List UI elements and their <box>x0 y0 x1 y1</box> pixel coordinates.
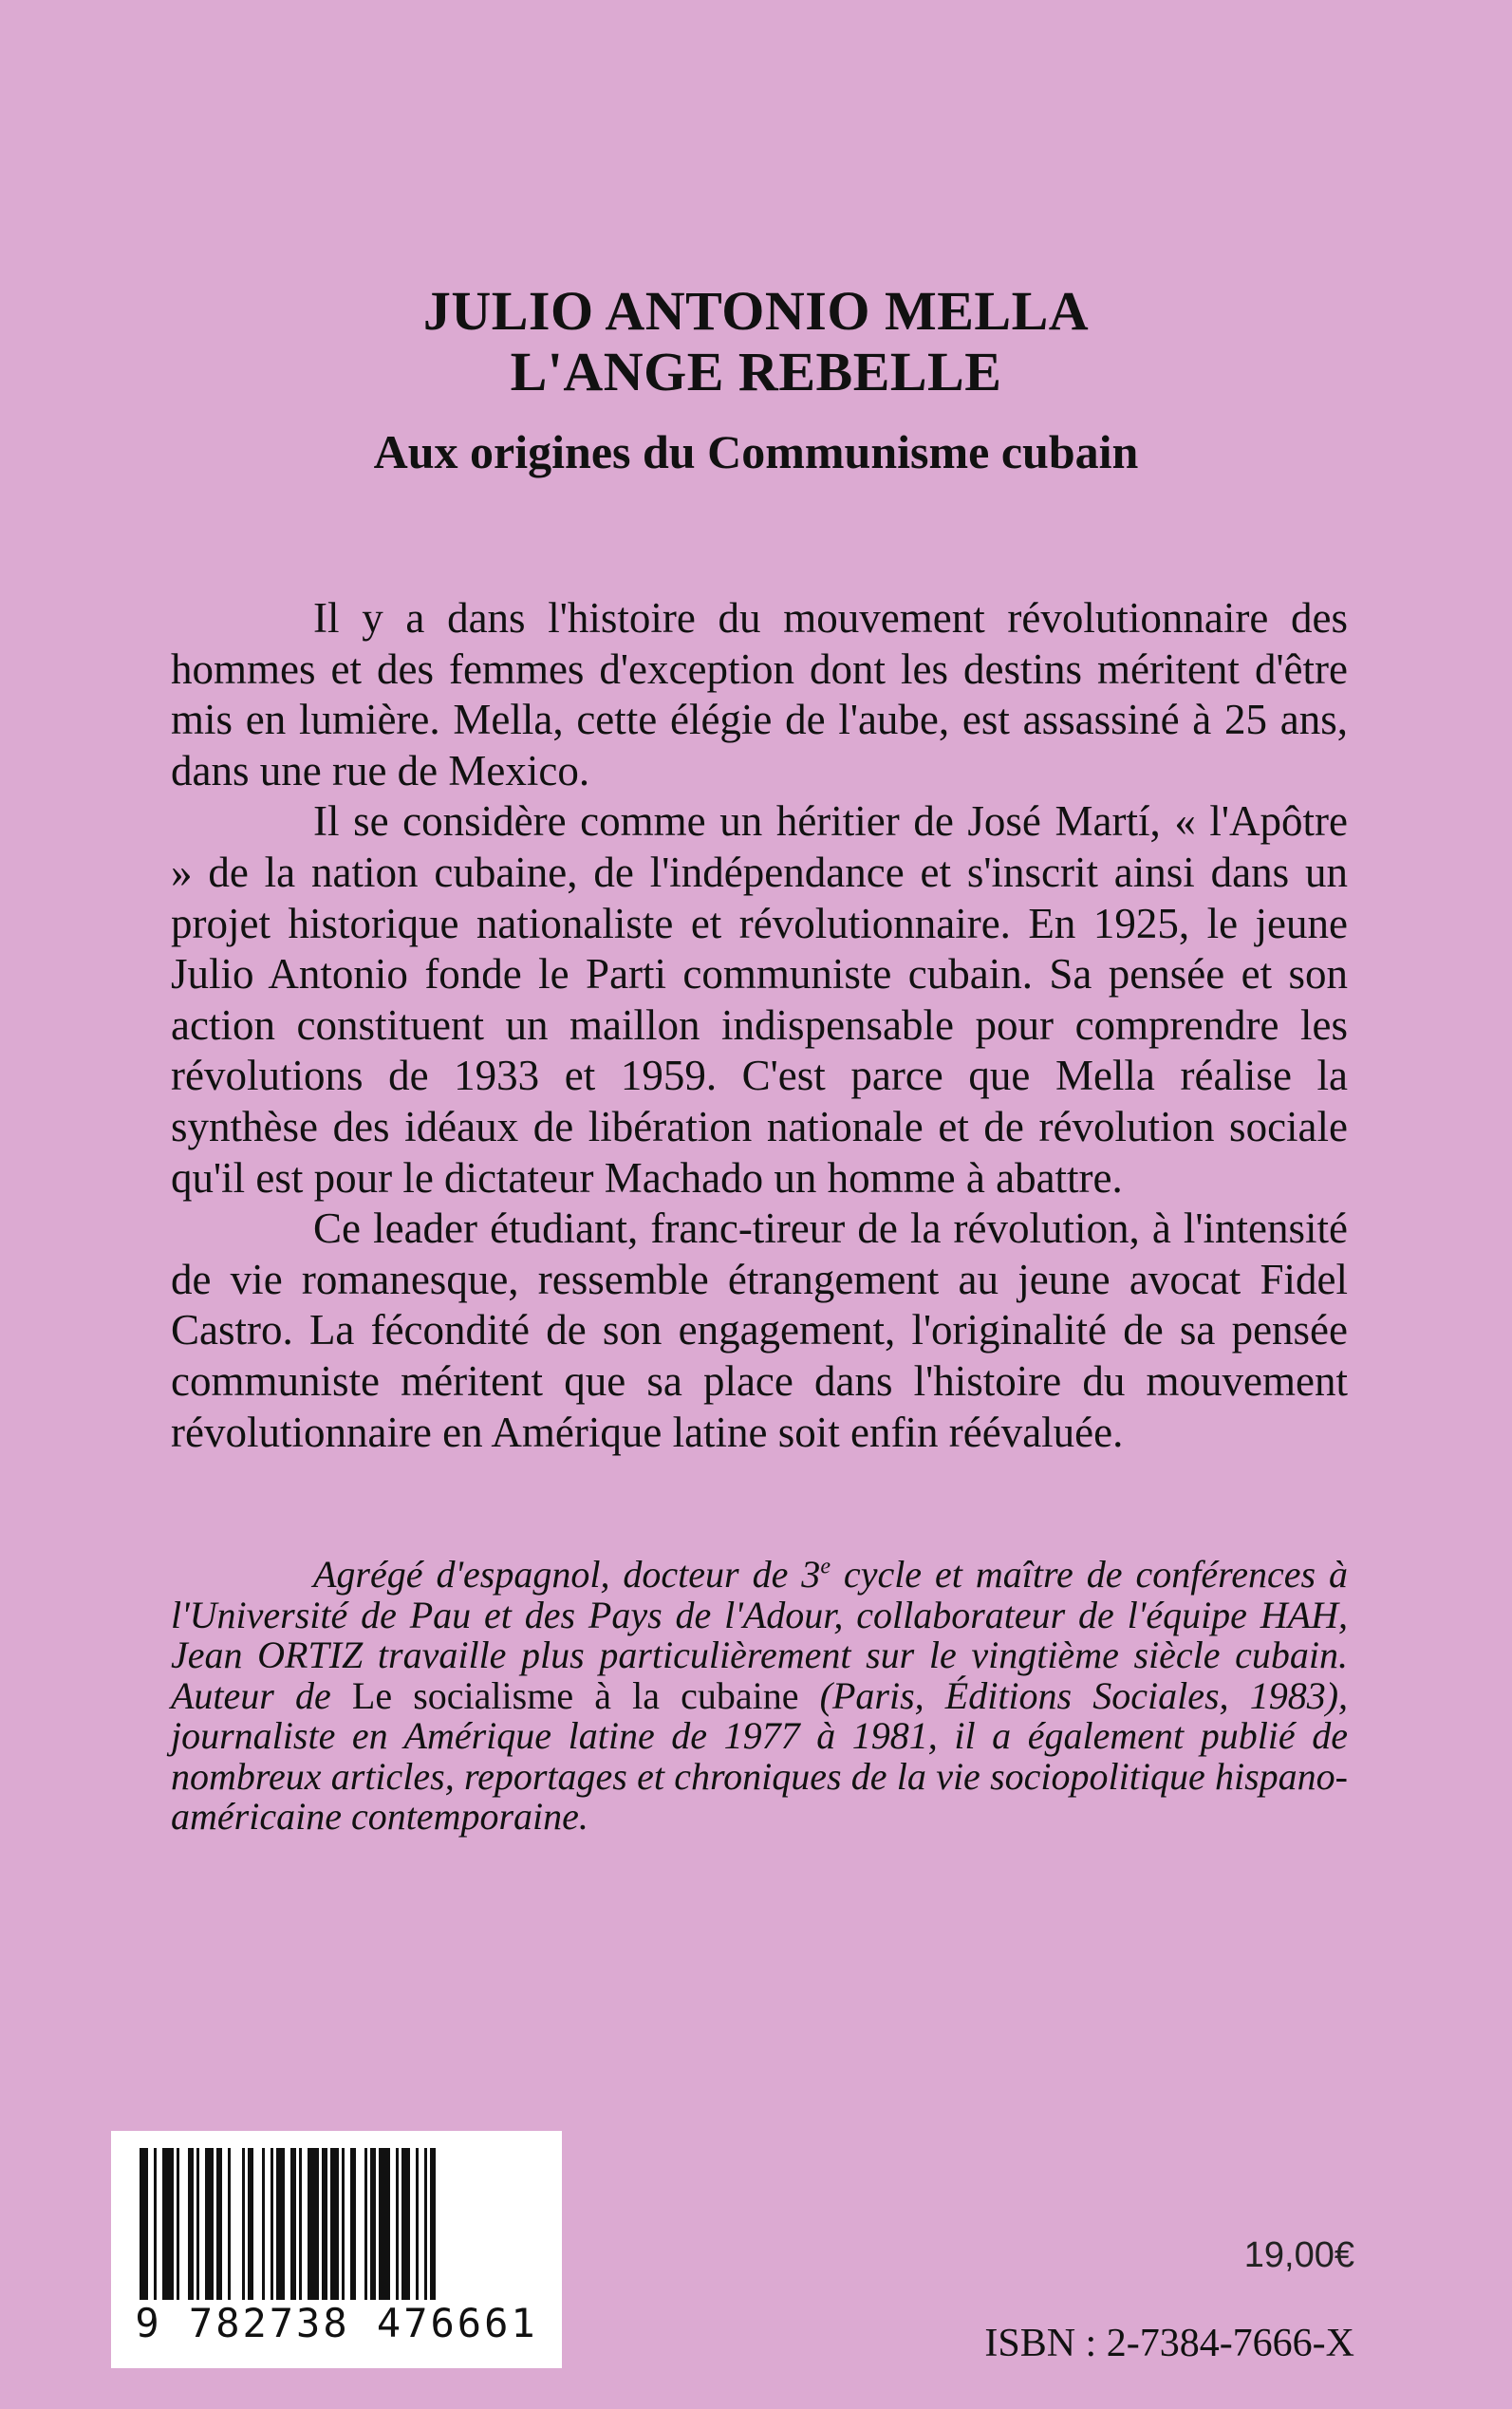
author-bio-book-title: Le socialisme à la cubaine <box>351 1673 799 1717</box>
title-block <box>0 281 1512 480</box>
author-bio <box>171 1555 1348 1838</box>
book-subtitle: Aux origines du Communisme cubain <box>373 425 1139 478</box>
price: 19,00€ <box>1243 2235 1354 2275</box>
blurb-paragraph: Ce leader étudiant, franc-tireur de la révolution, à l'intensité de vie romanesque, ressemble étrangement au jeune avocat Fidel Castro. La fécondité de son engagement, l'originalité de sa pensée communiste méritent que sa place dans l'histoire du mouvement révolutionnaire en Amérique latine soit enfin réévaluée. <box>171 1204 1348 1456</box>
blurb-paragraph: Il se considère comme un héritier de José Martí, « l'Apôtre » de la nation cubaine, de l'indépendance et s'inscrit ainsi dans un projet historique nationaliste et révolutionnaire. En 1925, le jeune Julio Antonio fonde le Parti communiste cubain. Sa pensée et son action constituent un maillon indispensable pour comprendre les révolutions de 1933 et 1959. C'est parce que Mella réalise la synthèse des idéaux de libération nationale et de révolution sociale qu'il est pour le dictateur Machado un homme à abattre. <box>171 797 1348 1202</box>
isbn: ISBN : 2-7384-7666-X <box>984 2322 1354 2365</box>
author-bio-text: (Paris, Éditions Sociales, 1983), journaliste en Amérique latine de 1977 à 1981, il a également publié de nombreux articles, reportages et chroniques de la vie sociopolitique hispano-américaine contemporaine. <box>171 1673 1349 1838</box>
author-bio-text: cycle et maître de conférences à l'Université de Pau et des Pays de l'Adour, collaborateur de l'équipe HAH, Jean ORTIZ travaille plus particulièrement sur le vingtième siècle cubain. Auteur de <box>171 1553 1349 1717</box>
author-bio-superscript: e <box>820 1554 831 1579</box>
barcode-digits: 9 782738 476661 <box>135 2300 538 2346</box>
blurb-paragraph: Il y a dans l'histoire du mouvement révolutionnaire des hommes et des femmes d'exception dont les destins méritent d'être mis en lumière. Mella, cette élégie de l'aube, est assassiné à 25 ans, dans une rue de Mexico. <box>171 594 1348 794</box>
author-bio-text: Agrégé d'espagnol, docteur de 3 <box>313 1553 821 1596</box>
blurb <box>171 593 1348 1458</box>
barcode-bars <box>111 2131 562 2306</box>
book-title-line-2: L'ANGE REBELLE <box>510 341 1002 402</box>
barcode <box>111 2131 562 2368</box>
book-title-line-1: JULIO ANTONIO MELLA <box>422 280 1090 342</box>
